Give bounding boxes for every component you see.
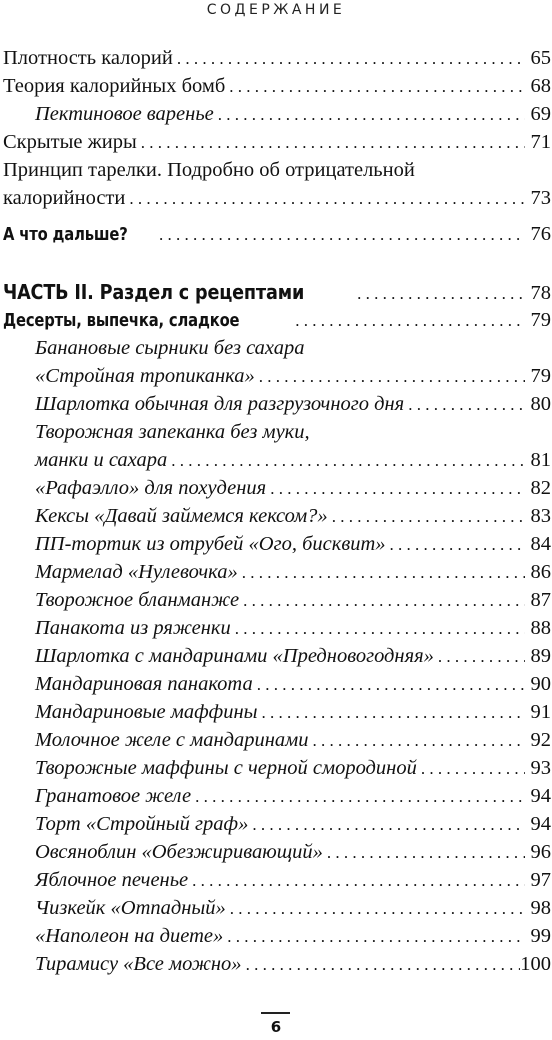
leader-dots xyxy=(258,699,526,727)
leader-dots xyxy=(417,755,525,783)
toc-entry-title: Кексы «Давай займемся кексом?» xyxy=(35,505,328,527)
toc-entry[interactable] xyxy=(3,502,551,530)
leader-dots xyxy=(225,73,525,101)
toc-entry-title: Теория калорийных бомб xyxy=(3,75,226,97)
toc-entry[interactable] xyxy=(3,754,551,782)
toc-entry-title: Пектиновое варенье xyxy=(35,103,214,125)
running-header: СОДЕРЖАНИЕ xyxy=(206,2,346,18)
toc-page-number: 99 xyxy=(530,925,551,947)
toc-entry-title: Торт «Стройный граф» xyxy=(35,813,249,835)
toc-page-number: 88 xyxy=(530,617,551,639)
leader-dots xyxy=(434,643,525,671)
page-number: 6 xyxy=(270,1018,282,1036)
toc-entry-title: Шарлотка обычная для разгрузочного дня xyxy=(35,393,405,415)
leader-dots xyxy=(173,45,525,73)
toc-page-number: 79 xyxy=(530,365,551,387)
toc-entry-title: Молочное желе с мандаринами xyxy=(35,729,309,751)
toc-entry[interactable] xyxy=(3,810,551,838)
toc-entry[interactable] xyxy=(3,950,551,978)
toc-entry-title: Творожная запеканка без муки, xyxy=(35,421,310,443)
toc-page-number: 93 xyxy=(530,757,551,779)
toc-entry[interactable] xyxy=(3,698,551,726)
toc-entry-title: «Рафаэлло» для похудения xyxy=(35,477,267,499)
leader-dots xyxy=(223,923,525,951)
toc-entry[interactable] xyxy=(3,474,551,502)
toc-entry[interactable] xyxy=(3,362,551,390)
toc-page-number: 81 xyxy=(530,449,551,471)
toc-entry-title: Творожное бланманже xyxy=(35,589,240,611)
toc-entry[interactable] xyxy=(3,306,551,334)
leader-dots xyxy=(155,221,525,249)
toc-entry[interactable] xyxy=(3,128,551,156)
toc-entry[interactable] xyxy=(3,726,551,754)
toc-entry-title: Мандариновые маффины xyxy=(35,701,258,723)
toc-entry[interactable] xyxy=(3,72,551,100)
toc-entry[interactable] xyxy=(3,44,551,72)
toc-entry[interactable] xyxy=(3,530,551,558)
toc-page-number: 76 xyxy=(530,223,551,245)
toc-entry-line xyxy=(3,334,551,362)
toc-entry-title: ПП-тортик из отрубей «Ого, бисквит» xyxy=(35,533,386,555)
leader-dots xyxy=(125,185,525,213)
toc-page-number: 87 xyxy=(530,589,551,611)
toc-entry-title: Яблочное печенье xyxy=(35,869,189,891)
toc-entry-title: А что дальше? xyxy=(3,224,128,245)
toc-page-number: 84 xyxy=(530,533,551,555)
toc-entry-title: ЧАСТЬ II. Раздел с рецептами xyxy=(3,280,305,304)
toc-page-number: 78 xyxy=(530,282,551,304)
toc-page-number: 97 xyxy=(530,869,551,891)
toc-entry-line xyxy=(3,418,551,446)
toc-entry[interactable] xyxy=(3,558,551,586)
toc-entry-title: Гранатовое желе xyxy=(35,785,192,807)
toc-entry-title: Плотность калорий xyxy=(3,47,173,69)
toc-page-number: 90 xyxy=(530,673,551,695)
toc-entry-title: Десерты, выпечка, сладкое xyxy=(3,310,240,331)
toc-entry[interactable] xyxy=(3,100,551,128)
toc-page-number: 79 xyxy=(530,309,551,331)
toc-entry[interactable] xyxy=(3,586,551,614)
toc-entry[interactable] xyxy=(3,278,551,306)
toc-entry[interactable] xyxy=(3,922,551,950)
toc-entry-title: Чизкейк «Отпадный» xyxy=(35,897,226,919)
toc-entry-title: Овсяноблин «Обезжиривающий» xyxy=(35,841,323,863)
toc-entry[interactable] xyxy=(3,446,551,474)
leader-dots xyxy=(386,531,525,559)
toc-page-number: 92 xyxy=(530,729,551,751)
leader-dots xyxy=(328,503,525,531)
footer-rule xyxy=(261,1012,290,1014)
leader-dots xyxy=(238,559,525,587)
toc-entry-title: Скрытые жиры xyxy=(3,131,137,153)
toc-page-number: 82 xyxy=(530,477,551,499)
toc-entry[interactable] xyxy=(3,866,551,894)
toc-entry-title: Принцип тарелки. Подробно об отрицательной xyxy=(3,159,415,181)
toc-entry-title: Банановые сырники без сахара xyxy=(35,337,305,359)
toc-entry-title: Мармелад «Нулевочка» xyxy=(35,561,238,583)
toc-page-number: 100 xyxy=(520,953,551,975)
toc-page-number: 98 xyxy=(530,897,551,919)
toc-page-number: 80 xyxy=(530,393,551,415)
leader-dots xyxy=(248,811,525,839)
toc-page-number: 91 xyxy=(530,701,551,723)
leader-dots xyxy=(191,783,525,811)
toc-page-number: 83 xyxy=(530,505,551,527)
leader-dots xyxy=(214,101,525,129)
toc-entry-title: калорийности xyxy=(3,187,126,209)
leader-dots xyxy=(404,391,525,419)
leader-dots xyxy=(239,587,525,615)
leader-dots xyxy=(188,867,525,895)
toc-page-number: 69 xyxy=(530,103,551,125)
toc-page-number: 94 xyxy=(530,785,551,807)
leader-dots xyxy=(231,615,525,643)
leader-dots xyxy=(226,895,525,923)
toc-page-number: 73 xyxy=(530,187,551,209)
toc-page-number: 71 xyxy=(530,131,551,153)
leader-dots xyxy=(167,447,525,475)
leader-dots xyxy=(255,363,525,391)
toc-page-number: 65 xyxy=(530,47,551,69)
toc-entry-title: Мандариновая панакота xyxy=(35,673,253,695)
toc-entry[interactable] xyxy=(3,184,551,212)
leader-dots xyxy=(323,839,525,867)
toc-entry[interactable] xyxy=(3,838,551,866)
toc-page-number: 68 xyxy=(530,75,551,97)
leader-dots xyxy=(242,951,521,979)
toc-entry[interactable] xyxy=(3,390,551,418)
toc-entry[interactable] xyxy=(3,894,551,922)
table-of-contents xyxy=(3,44,551,978)
toc-entry-title: Шарлотка с мандаринами «Предновогодняя» xyxy=(35,645,434,667)
toc-page-number: 86 xyxy=(530,561,551,583)
toc-entry-line xyxy=(3,156,551,184)
toc-page-number: 94 xyxy=(530,813,551,835)
toc-entry-title: «Наполеон на диете» xyxy=(35,925,224,947)
toc-entry[interactable] xyxy=(3,642,551,670)
toc-entry[interactable] xyxy=(3,614,551,642)
leader-dots xyxy=(291,307,525,335)
leader-dots xyxy=(353,280,525,308)
leader-dots xyxy=(137,129,525,157)
toc-entry-title: манки и сахара xyxy=(35,449,168,471)
toc-entry[interactable] xyxy=(3,670,551,698)
toc-entry[interactable] xyxy=(3,220,551,248)
toc-page-number: 89 xyxy=(530,645,551,667)
leader-dots xyxy=(266,475,525,503)
toc-entry[interactable] xyxy=(3,782,551,810)
toc-entry-title: Тирамису «Все можно» xyxy=(35,953,242,975)
toc-entry-title: Творожные маффины с черной смородиной xyxy=(35,757,417,779)
toc-entry-title: Панакота из ряженки xyxy=(35,617,231,639)
toc-entry-title: «Стройная тропиканка» xyxy=(35,365,255,387)
toc-page-number: 96 xyxy=(530,841,551,863)
leader-dots xyxy=(253,671,525,699)
leader-dots xyxy=(309,727,525,755)
